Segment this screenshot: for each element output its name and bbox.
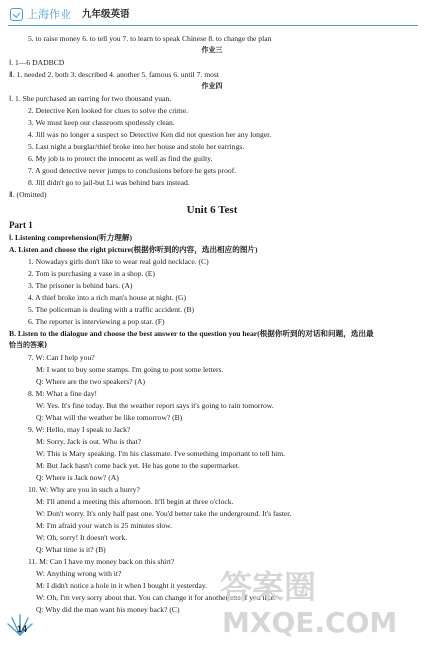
text-line: M: Sorry, Jack is out. Who is that?: [36, 437, 142, 446]
text-line: 7. W: Can I help you?: [28, 353, 95, 362]
text-line: 5. to raise money 6. to tell you 7. to learn to speak Chinese 8. to change the plan: [28, 34, 272, 43]
text-line: W: This is Mary speaking. I'm his classmate. I've something important to tell him.: [36, 449, 286, 458]
text-line: W: Anything wrong with it?: [36, 569, 122, 578]
text-line: M: I didn't notice a hole in it when I bought it yesterday.: [36, 581, 208, 590]
text-line: 3. We must keep our classroom spotlessly clean.: [28, 118, 175, 127]
header-subtitle: 九年级英语: [82, 9, 130, 20]
text-line: Ⅱ. 1. needed 2. both 3. described 4. another 5. famous 6. until 7. most: [9, 70, 219, 79]
text-line: Ⅱ. (Omitted): [9, 190, 47, 199]
text-line: W: Oh, sorry! It doesn't work.: [36, 533, 128, 542]
text-line: Ⅰ. 1. She purchased an earring for two thousand yuan.: [9, 94, 172, 103]
text-line: M: I'm afraid your watch is 25 minutes slow.: [36, 521, 173, 530]
text-line: 8. Jill didn't go to jail-but Li was behind bars instead.: [28, 178, 190, 187]
header-brand: 上海作业: [27, 8, 71, 21]
text-line: W: Oh, I'm very sorry about that. You can change it for another one if you like.: [36, 593, 276, 602]
watermark-logo: [200, 560, 410, 640]
text-line: Q: Where are the two speakers? (A): [36, 377, 146, 386]
text-line: 4. Jill was no longer a suspect so Detective Ken did not question her any longer.: [28, 130, 272, 139]
text-line: Q: What will the weather be like tomorrow? (B): [36, 413, 183, 422]
text-line: 11. M: Can I have my money back on this shirt?: [28, 557, 175, 566]
text-line: 2. Detective Ken looked for clues to solve the crime.: [28, 106, 189, 115]
text-line: Ⅰ. Listening comprehension(听力理解): [9, 233, 132, 242]
text-line: 恰当的答案): [9, 341, 48, 349]
text-line: 7. A good detective never jumps to conclusions before he gets proof.: [28, 166, 237, 175]
text-line: M: I want to buy some stamps. I'm going to post some letters.: [36, 365, 224, 374]
text-line: Q: Why did the man want his money back? (C): [36, 605, 180, 614]
text-line: 5. Last night a burglar/thief broke into her house and stole her earrings.: [28, 142, 245, 151]
text-line: W: Don't worry. It's only half past one. You'd better take the underground. It's faster.: [36, 509, 292, 518]
logo-check-icon: [10, 8, 23, 21]
page-number: 14: [17, 624, 28, 634]
text-line: 3. The prisoner is behind bars. (A): [28, 281, 133, 290]
text-line: 1. Nowadays girls don't like to wear real gold necklace. (C): [28, 257, 209, 266]
text-line: W: Yes. It's fine today. But the weather report says it's going to rain tomorrow.: [36, 401, 274, 410]
text-line: 作业四: [201, 82, 223, 90]
text-line: 作业三: [201, 46, 223, 54]
text-line: 10. W: Why are you in such a hurry?: [28, 485, 140, 494]
text-line: M: I'll attend a meeting this afternoon. It'll begin at three o'clock.: [36, 497, 234, 506]
svg-text:MXQE.COM: MXQE.COM: [222, 606, 398, 639]
page-header: [8, 5, 418, 25]
text-line: 2. Tom is purchasing a vase in a shop. (E): [28, 269, 155, 278]
text-line: 9. W: Hello, may I speak to Jack?: [28, 425, 131, 434]
text-line: Ⅰ. 1—6 DADBCD: [9, 58, 65, 67]
text-line: Q: What time is it? (B): [36, 545, 106, 554]
text-line: 8. M: What a fine day!: [28, 389, 98, 398]
header-divider: [8, 25, 418, 26]
text-line: Part 1: [9, 220, 33, 230]
text-line: 6. The reporter is interviewing a pop star. (F): [28, 317, 165, 326]
text-line: A. Listen and choose the right picture(根据你听到的内容，选出相应的图片): [9, 245, 258, 254]
text-line: 5. The policeman is dealing with a traffic accident. (B): [28, 305, 195, 314]
text-line: B. Listen to the dialogue and choose the best answer to the question you hear(根据你听到的对话和问题，选出最: [9, 329, 374, 338]
text-line: 6. My job is to protect the innocent as well as find the guilty.: [28, 154, 213, 163]
text-line: M: But Jack hasn't come back yet. He has gone to the supermarket.: [36, 461, 240, 470]
text-line: Unit 6 Test: [186, 204, 238, 216]
svg-text:答案圈: 答案圈: [220, 568, 317, 606]
text-line: Q: Where is Jack now? (A): [36, 473, 119, 482]
text-line: 4. A thief broke into a rich man's house at night. (G): [28, 293, 187, 302]
